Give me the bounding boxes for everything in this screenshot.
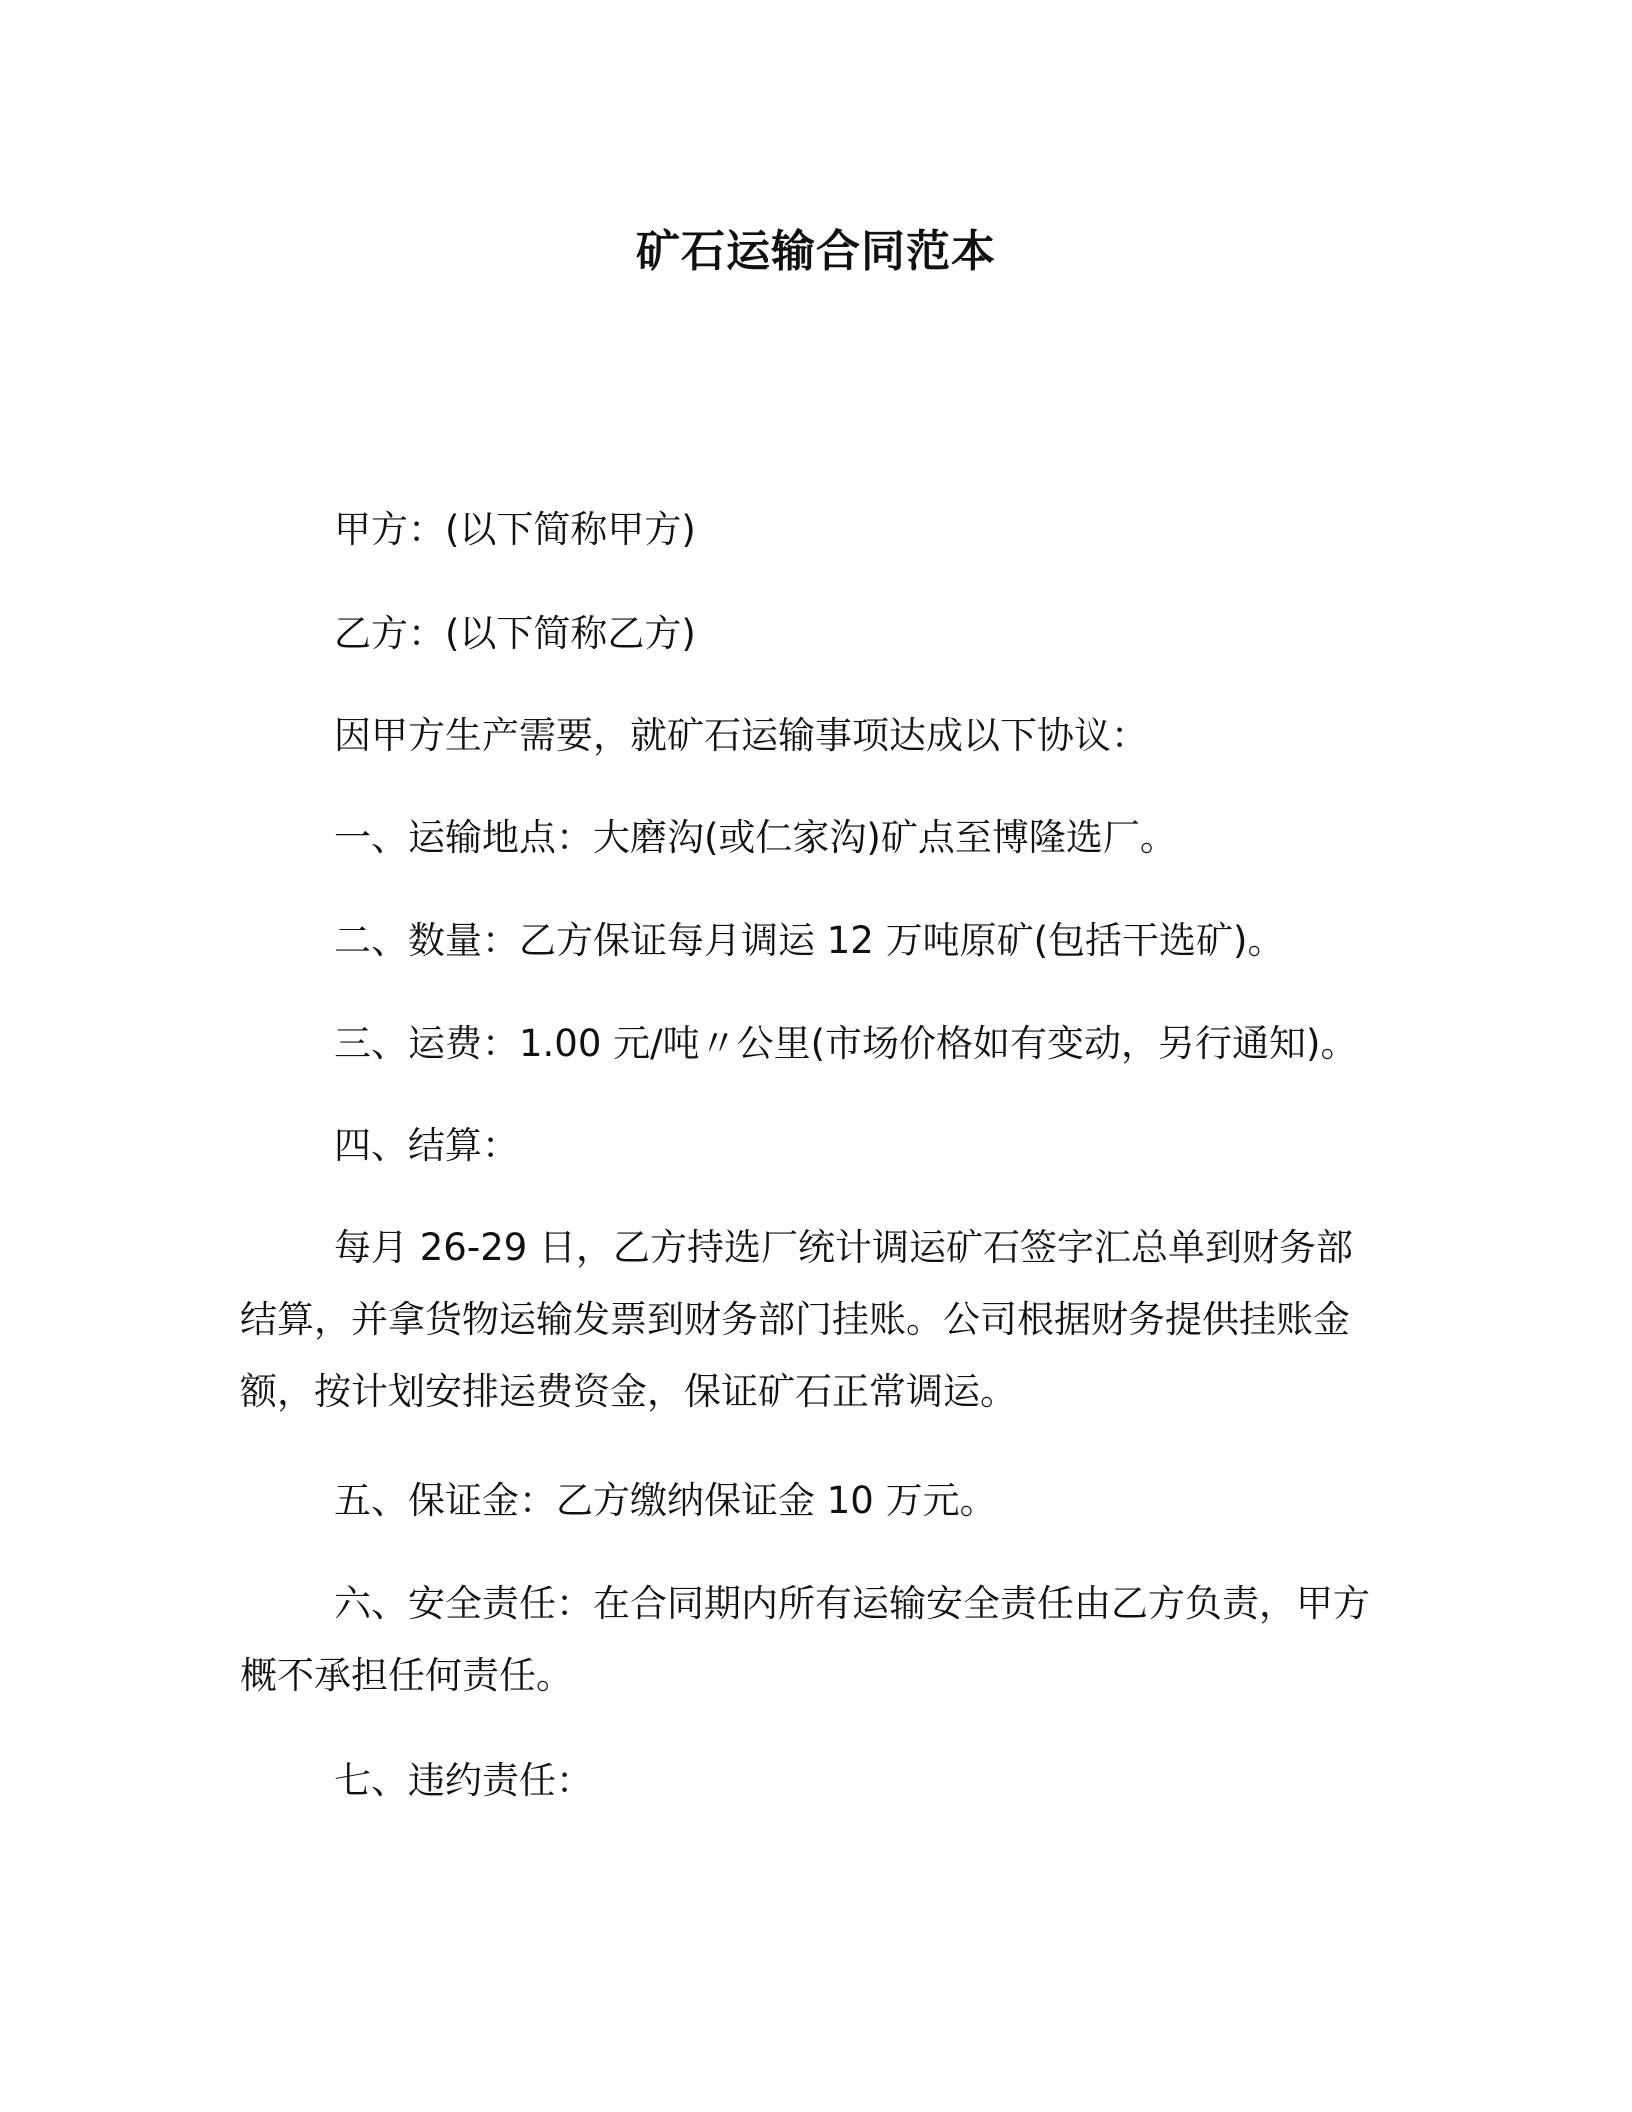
paragraph-clause-3: 三、运费：1.00 元/吨〃公里(市场价格如有变动，另行通知)。 xyxy=(334,1022,1358,1065)
document-title: 矿石运输合同范本 xyxy=(636,226,996,277)
paragraph-preamble: 因甲方生产需要，就矿石运输事项达成以下协议： xyxy=(334,714,1148,757)
paragraph-clause-1: 一、运输地点：大磨沟(或仁家沟)矿点至博隆选厂。 xyxy=(334,816,1177,859)
paragraph-clause-5: 五、保证金：乙方缴纳保证金 10 万元。 xyxy=(334,1479,997,1522)
paragraph-clause-6: 六、安全责任：在合同期内所有运输安全责任由乙方负责，甲方概不承担任何责任。 xyxy=(240,1582,1370,1697)
paragraph-settlement-detail: 每月 26-29 日，乙方持选厂统计调运矿石签字汇总单到财务部结算，并拿货物运输发票到财务部门挂账。公司根据财务提供挂账金额，按计划安排运费资金，保证矿石正常调运。 xyxy=(240,1226,1354,1413)
paragraph-party-a: 甲方：(以下简称甲方) xyxy=(334,508,696,551)
paragraph-party-b: 乙方：(以下简称乙方) xyxy=(334,612,696,655)
paragraph-clause-2: 二、数量：乙方保证每月调运 12 万吨原矿(包括干选矿)。 xyxy=(334,919,1285,962)
paragraph-clause-7: 七、违约责任： xyxy=(334,1759,593,1802)
paragraph-clause-4: 四、结算： xyxy=(334,1124,519,1167)
